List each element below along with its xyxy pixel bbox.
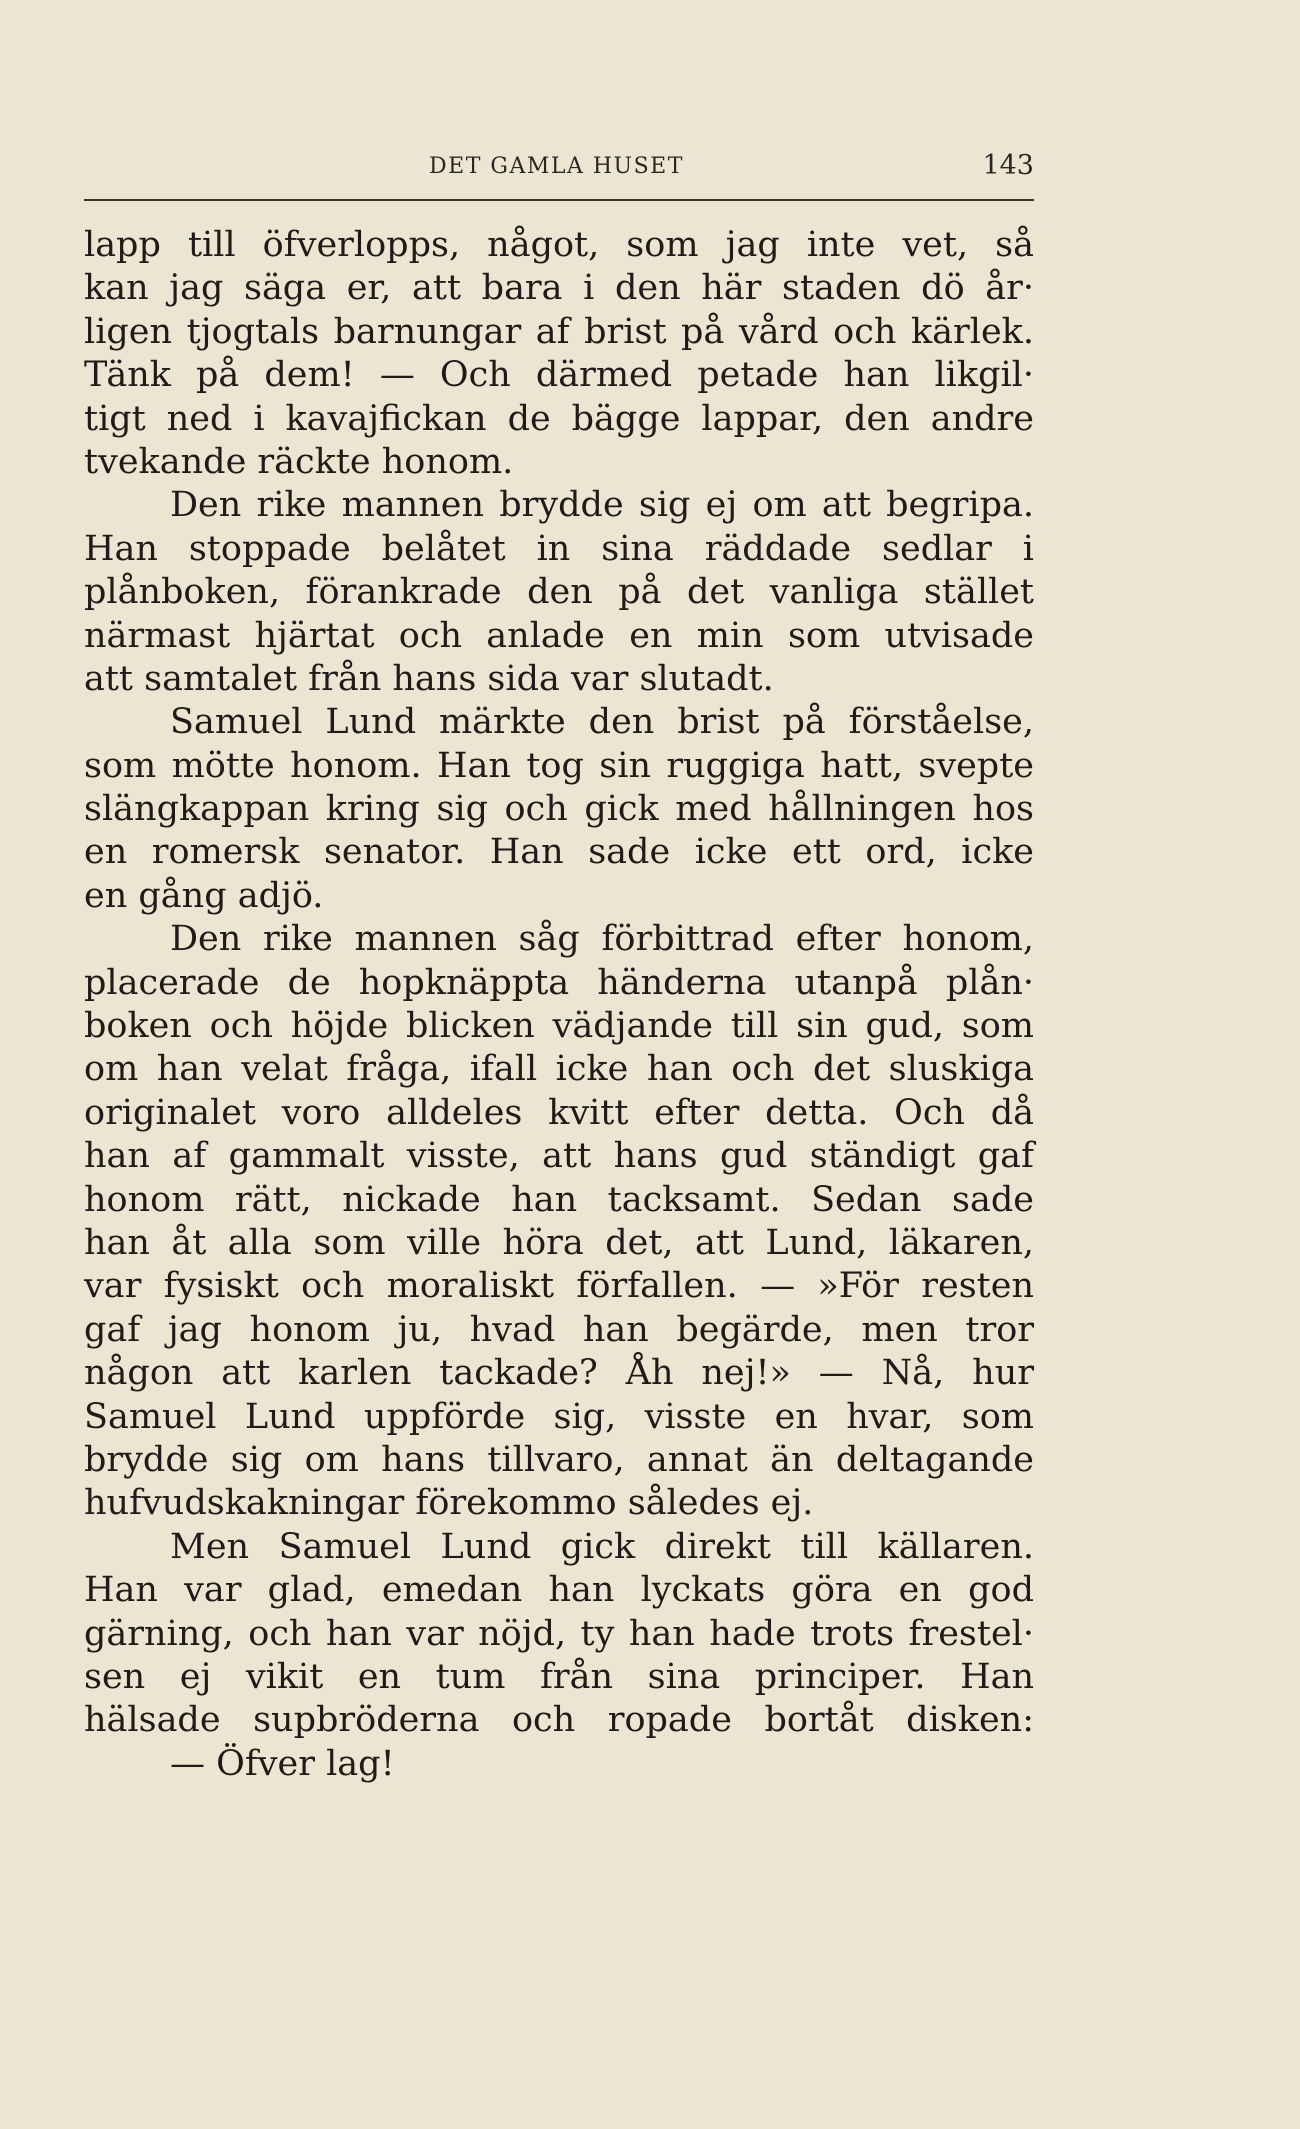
text-line: Samuel Lund uppförde sig, visste en hvar, som	[84, 1396, 1034, 1437]
text-line: plånboken, förankrade den på det vanliga stället	[84, 572, 1034, 613]
text-line: om han velat fråga, ifall icke han och det sluskiga	[84, 1049, 1034, 1090]
text-line: han åt alla som ville höra det, att Lund, läkaren,	[84, 1222, 1034, 1263]
text-line: kan jag säga er, att bara i den här staden dö år·	[84, 268, 1034, 309]
text-line: en romersk senator. Han sade icke ett ord, icke	[84, 832, 1034, 873]
text-line: närmast hjärtat och anlade en min som utvisade	[84, 615, 1034, 656]
text-line: en gång adjö.	[84, 875, 324, 916]
text-line: han af gammalt visste, att hans gud ständigt gaf	[84, 1136, 1034, 1177]
text-line: tigt ned i kavajfickan de bägge lappar, den andre	[84, 398, 1034, 439]
text-line: boken och höjde blicken vädjande till sin gud, som	[84, 1006, 1034, 1047]
text-line: någon att karlen tackade? Åh nej!» — Nå, hur	[84, 1353, 1034, 1394]
text-line: originalet voro alldeles kvitt efter detta. Och då	[84, 1092, 1034, 1133]
text-line: ligen tjogtals barnungar af brist på vård och kärlek.	[84, 311, 1034, 352]
text-line: Den rike mannen såg förbittrad efter honom,	[170, 919, 1034, 960]
text-line: hufvudskakningar förekommo således ej.	[84, 1483, 814, 1524]
running-head: DET GAMLA HUSET	[429, 154, 684, 179]
text-line: tvekande räckte honom.	[84, 441, 514, 482]
text-line: som mötte honom. Han tog sin ruggiga hatt, svepte	[84, 745, 1034, 786]
text-line: hälsade supbröderna och ropade bortåt disken:	[84, 1700, 1034, 1741]
text-line: lapp till öfverlopps, något, som jag inte vet, så	[84, 225, 1034, 265]
text-line: Han stoppade belåtet in sina räddade sedlar i	[84, 528, 1034, 569]
page-header	[84, 150, 1034, 190]
text-line: honom rätt, nickade han tacksamt. Sedan sade	[84, 1179, 1034, 1220]
text-line: slängkappan kring sig och gick med hållningen hos	[84, 789, 1034, 830]
page-number: 143	[982, 150, 1034, 181]
text-line: Samuel Lund märkte den brist på förståelse,	[170, 702, 1034, 743]
text-line: Tänk på dem! — Och därmed petade han likgil·	[84, 355, 1034, 396]
body-text	[84, 224, 1034, 1786]
text-line: att samtalet från hans sida var slutadt.	[84, 658, 774, 699]
text-line: brydde sig om hans tillvaro, annat än deltagande	[84, 1439, 1034, 1480]
text-line: gaf jag honom ju, hvad han begärde, men tror	[84, 1309, 1034, 1350]
text-line: placerade de hopknäppta händerna utanpå plån·	[84, 962, 1034, 1003]
header-rule	[84, 199, 1034, 201]
text-line: var fysiskt och moraliskt förfallen. — »För resten	[84, 1266, 1034, 1307]
text-line: Men Samuel Lund gick direkt till källaren.	[170, 1526, 1034, 1567]
text-line: Han var glad, emedan han lyckats göra en god	[84, 1570, 1034, 1611]
text-line: sen ej vikit en tum från sina principer. Han	[84, 1656, 1034, 1697]
text-line: gärning, och han var nöjd, ty han hade trots frestel·	[84, 1613, 1034, 1654]
text-line: Den rike mannen brydde sig ej om att begripa.	[170, 485, 1034, 526]
text-line: — Öfver lag!	[170, 1743, 395, 1784]
